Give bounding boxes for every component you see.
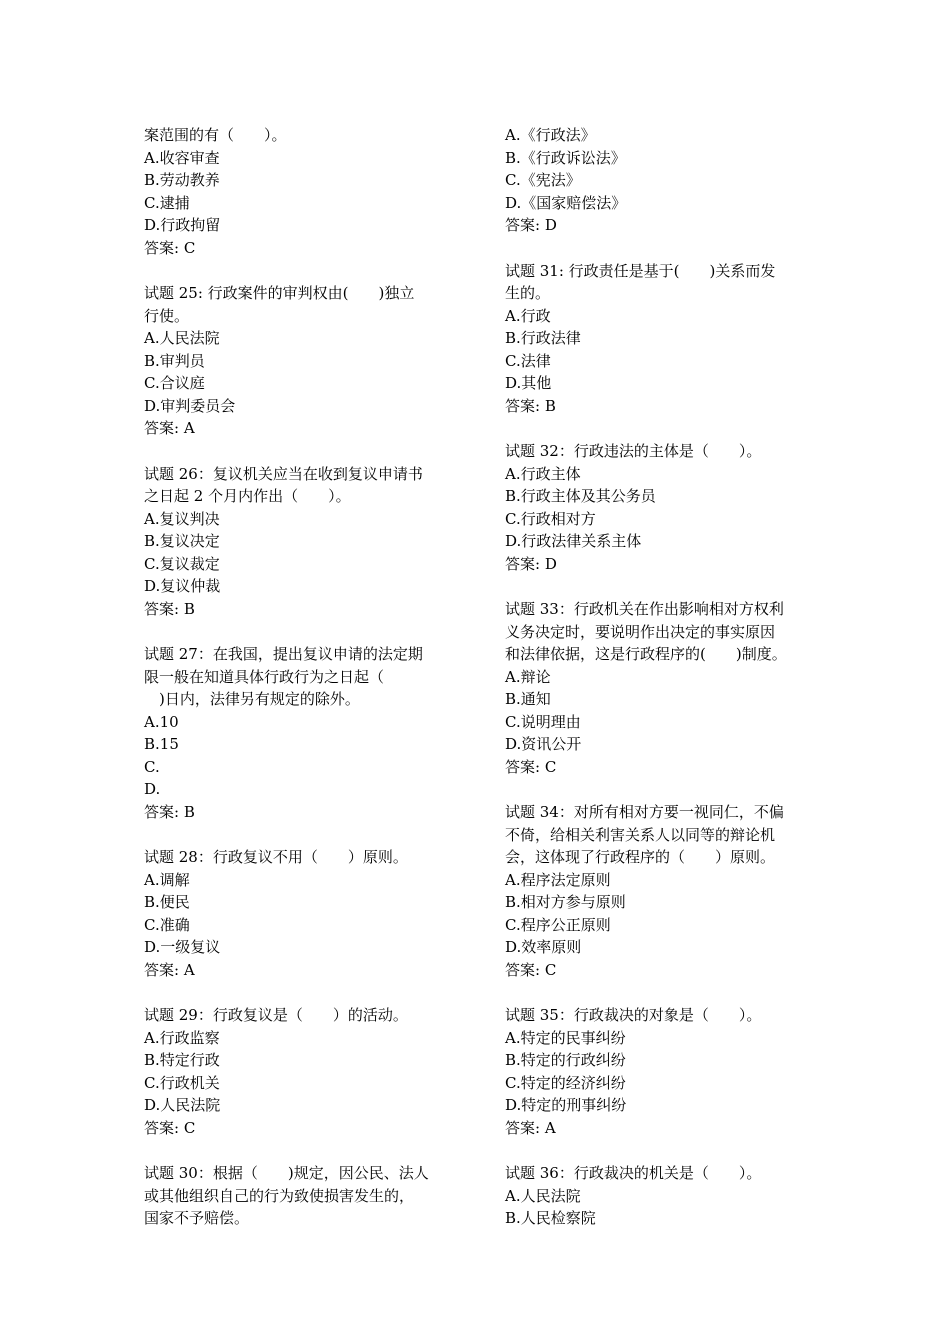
text-line: 试题 31: 行政责任是基于( )关系而发 xyxy=(505,261,776,280)
text-line: C.说明理由 xyxy=(505,712,581,731)
question-block xyxy=(505,598,825,778)
text-line: 试题 35：行政裁决的对象是（ ）。 xyxy=(505,1006,762,1024)
text-line: 试题 26：复议机关应当在收到复议申请书 xyxy=(144,464,423,483)
text-line: )日内，法律另有规定的除外。 xyxy=(144,690,360,708)
text-line: B.通知 xyxy=(505,690,551,708)
text-line: B.相对方参与原则 xyxy=(505,893,626,911)
text-line: C.复议裁定 xyxy=(144,554,220,573)
question-block xyxy=(505,801,825,981)
text-line: 答案: B xyxy=(144,599,195,618)
text-line: 义务决定时，要说明作出决定的事实原因 xyxy=(505,622,776,641)
text-line: A.行政主体 xyxy=(505,464,581,483)
question-block xyxy=(505,1004,825,1139)
text-line: 试题 32：行政违法的主体是（ ）。 xyxy=(505,442,762,460)
text-line: A.程序法定原则 xyxy=(505,870,611,889)
text-line: C.特定的经济纠纷 xyxy=(505,1073,626,1092)
text-line: C.合议庭 xyxy=(144,374,205,392)
text-line: A.行政监察 xyxy=(144,1028,220,1047)
text-line: C.程序公正原则 xyxy=(505,915,611,934)
question-block xyxy=(144,643,454,823)
text-line: D.特定的刑事纠纷 xyxy=(505,1096,627,1114)
text-line: 试题 25: 行政案件的审判权由( )独立 xyxy=(144,284,415,302)
text-line: A.辩论 xyxy=(505,667,551,686)
text-line: B.行政法律 xyxy=(505,329,581,347)
text-line: 行使。 xyxy=(144,306,190,325)
text-line: C.行政相对方 xyxy=(505,509,596,528)
text-line: D.行政拘留 xyxy=(144,216,221,234)
right-column xyxy=(505,124,825,1253)
text-line: B.行政主体及其公务员 xyxy=(505,487,656,505)
text-line: 答案: C xyxy=(144,1118,196,1137)
text-line: 国家不予赔偿。 xyxy=(144,1209,250,1227)
text-line: D. xyxy=(144,780,161,798)
question-block xyxy=(144,846,454,981)
text-line: D.行政法律关系主体 xyxy=(505,532,642,550)
text-line: 答案: D xyxy=(505,554,557,573)
question-block xyxy=(505,260,825,418)
question-block xyxy=(144,124,454,259)
text-line: D.一级复议 xyxy=(144,938,221,956)
question-block xyxy=(144,1004,454,1139)
text-line: 或其他组织自己的行为致使损害发生的， xyxy=(144,1186,415,1205)
text-line: 案范围的有（ ）。 xyxy=(144,126,287,144)
text-line: B.审判员 xyxy=(144,351,205,370)
text-line: C.逮捕 xyxy=(144,193,190,212)
text-line: A.复议判决 xyxy=(144,509,220,528)
text-line: B.特定的行政纠纷 xyxy=(505,1051,626,1069)
text-line: 答案: C xyxy=(505,960,557,979)
left-column xyxy=(144,124,454,1253)
text-line: 会，这体现了行政程序的（ ）原则。 xyxy=(505,848,776,866)
text-line: 试题 29：行政复议是（ ）的活动。 xyxy=(144,1006,408,1024)
text-line: D.审判委员会 xyxy=(144,396,236,415)
text-line: B.《行政诉讼法》 xyxy=(505,148,626,167)
text-line: D.效率原则 xyxy=(505,938,582,956)
text-line: 之日起 2 个月内作出（ ）。 xyxy=(144,487,351,505)
text-line: D.人民法院 xyxy=(144,1096,221,1114)
text-line: 试题 30：根据（ )规定，因公民、法人 xyxy=(144,1164,429,1182)
text-line: 限一般在知道具体行政行为之日起（ xyxy=(144,667,385,686)
text-line: B.劳动教养 xyxy=(144,171,220,189)
text-line: 和法律依据，这是行政程序的( )制度。 xyxy=(505,645,787,663)
text-line: A.《行政法》 xyxy=(505,126,596,144)
text-line: A.特定的民事纠纷 xyxy=(505,1028,626,1047)
text-line: A.人民法院 xyxy=(144,329,220,347)
text-line: C.《宪法》 xyxy=(505,171,581,189)
text-line: 不倚，给相关利害关系人以同等的辩论机 xyxy=(505,825,776,844)
text-line: A.10 xyxy=(144,712,179,731)
text-line: D.《国家赔偿法》 xyxy=(505,193,627,212)
text-line: 答案: A xyxy=(505,1118,556,1137)
question-block xyxy=(144,282,454,440)
text-line: B.15 xyxy=(144,735,179,753)
text-line: 生的。 xyxy=(505,284,551,302)
text-line: B.人民检察院 xyxy=(505,1209,596,1227)
text-line: C. xyxy=(144,757,160,776)
text-line: D.复议仲裁 xyxy=(144,577,221,595)
text-line: C.行政机关 xyxy=(144,1073,220,1092)
text-line: D.资讯公开 xyxy=(505,735,582,753)
text-line: 答案: A xyxy=(144,419,195,437)
text-line: 答案: A xyxy=(144,960,195,979)
text-line: 试题 27：在我国，提出复议申请的法定期 xyxy=(144,645,423,663)
text-line: B.特定行政 xyxy=(144,1051,220,1069)
text-line: 答案: C xyxy=(505,757,557,776)
text-line: 答案: C xyxy=(144,238,196,257)
text-line: 答案: B xyxy=(505,396,556,415)
text-line: C.法律 xyxy=(505,351,551,370)
question-block xyxy=(505,1162,825,1230)
text-line: A.人民法院 xyxy=(505,1186,581,1205)
text-line: B.复议决定 xyxy=(144,532,220,550)
question-block xyxy=(144,1162,454,1230)
text-line: 试题 33：行政机关在作出影响相对方权利 xyxy=(505,600,784,618)
text-line: B.便民 xyxy=(144,893,190,911)
text-line: C.准确 xyxy=(144,915,190,934)
text-line: A.收容审查 xyxy=(144,148,220,167)
question-block xyxy=(505,124,825,237)
text-line: A.行政 xyxy=(505,306,551,325)
text-line: 试题 36：行政裁决的机关是（ ）。 xyxy=(505,1164,762,1182)
text-line: 试题 28：行政复议不用（ ）原则。 xyxy=(144,848,408,866)
text-line: 试题 34：对所有相对方要一视同仁，不偏 xyxy=(505,803,784,821)
text-line: D.其他 xyxy=(505,374,552,392)
question-block xyxy=(505,440,825,575)
question-block xyxy=(144,463,454,621)
text-line: 答案: B xyxy=(144,802,195,821)
text-line: 答案: D xyxy=(505,216,557,234)
text-line: A.调解 xyxy=(144,870,190,889)
